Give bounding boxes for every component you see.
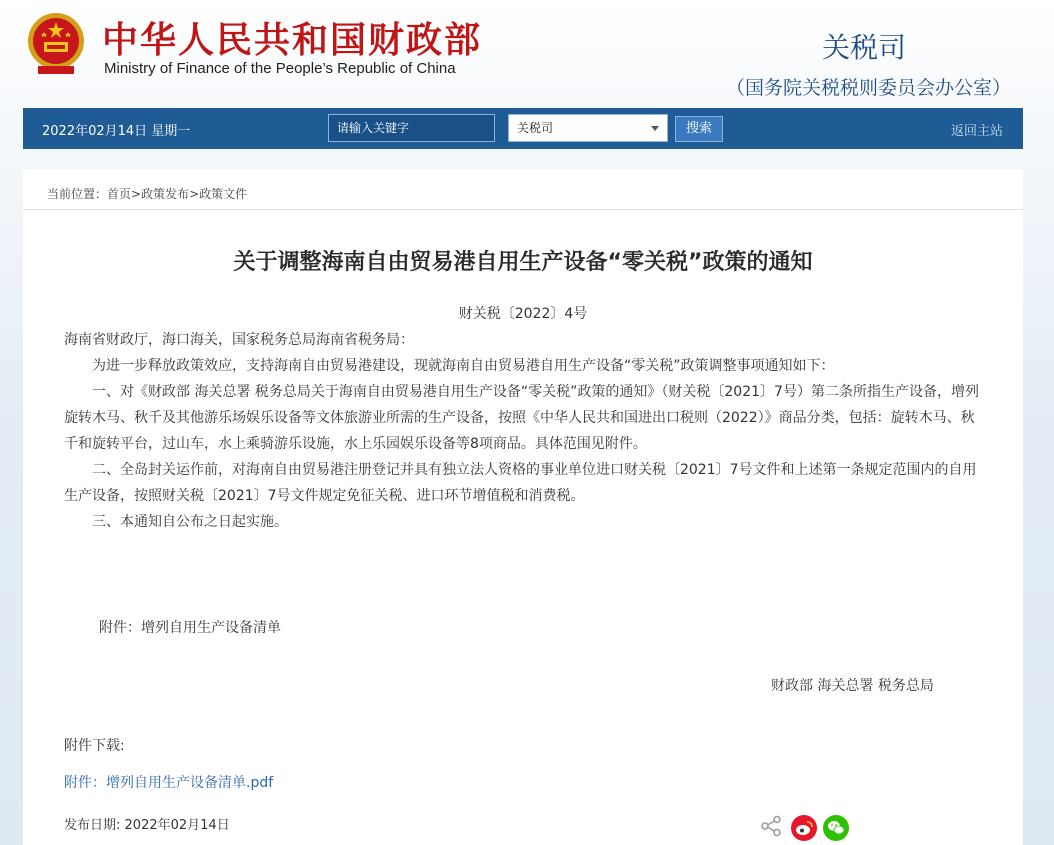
publish-date-label: 发布日期: bbox=[64, 818, 121, 833]
paragraph: 一、对《财政部 海关总署 税务总局关于海南自由贸易港自用生产设备“零关税”政策的通知》（财关税〔2021〕7号）第二条所指生产设备，增列旋转木马、秋千及其他游乐场娱乐设备等文体旅游业所需的生产设备，按照《中华人民共和国进出口税则（2022）》商品分类，包括：旋转木马、秋千和旋转平台，过山车，水上乘骑游乐设施，水上乐园娱乐设备等8项商品。具体范围见附件。 bbox=[64, 384, 979, 452]
chevron-down-icon bbox=[651, 126, 659, 131]
search-input[interactable] bbox=[328, 114, 495, 142]
breadcrumb-policy-documents[interactable]: 政策文件 bbox=[199, 187, 248, 201]
search-button[interactable]: 搜索 bbox=[675, 116, 723, 142]
department-name: 关税司 bbox=[822, 31, 907, 64]
signatory: 财政部 海关总署 税务总局 bbox=[771, 678, 934, 694]
weibo-icon[interactable] bbox=[791, 815, 817, 841]
wechat-icon[interactable] bbox=[823, 815, 849, 841]
breadcrumb-separator: > bbox=[189, 187, 200, 201]
paragraph: 为进一步释放政策效应，支持海南自由贸易港建设，现就海南自由贸易港自用生产设备“零关税”政策调整事项通知如下： bbox=[92, 358, 835, 374]
document-title: 关于调整海南自由贸易港自用生产设备“零关税”政策的通知 bbox=[233, 250, 813, 275]
breadcrumb-prefix: 当前位置： bbox=[47, 187, 108, 201]
publish-date bbox=[64, 814, 230, 833]
department-subtitle: （国务院关税税则委员会办公室） bbox=[726, 77, 1012, 99]
publish-date-value: 2022年02月14日 bbox=[124, 818, 230, 833]
search-scope-value: 关税司 bbox=[517, 121, 554, 135]
attachment-download-link[interactable]: 附件：增列自用生产设备清单.pdf bbox=[64, 775, 274, 791]
document-body bbox=[64, 327, 984, 535]
current-date: 2022年02月14日 星期一 bbox=[42, 124, 191, 139]
return-home-link[interactable]: 返回主站 bbox=[950, 124, 1003, 139]
breadcrumb-policy-release[interactable]: 政策发布 bbox=[141, 187, 190, 201]
site-header bbox=[0, 0, 1054, 108]
national-emblem-icon bbox=[24, 10, 88, 76]
document-number: 财关税〔2022〕4号 bbox=[458, 306, 588, 322]
addressee: 海南省财政厅，海口海关，国家税务总局海南省税务局： bbox=[64, 332, 414, 348]
breadcrumb-home[interactable]: 首页 bbox=[107, 187, 132, 201]
paragraph: 三、本通知自公布之日起实施。 bbox=[92, 514, 288, 530]
search-scope-select[interactable] bbox=[508, 114, 668, 142]
paragraph: 二、全岛封关运作前，对海南自由贸易港注册登记并具有独立法人资格的事业单位进口财关税〔2021〕7号文件和上述第一条规定范围内的自用生产设备，按照财关税〔2021〕7号文件规定免征关税、进口环节增值税和消费税。 bbox=[64, 462, 977, 504]
attachment-note: 附件：增列自用生产设备清单 bbox=[99, 620, 281, 636]
nav-bar bbox=[23, 108, 1023, 149]
site-title-cn: 中华人民共和国财政部 bbox=[102, 20, 483, 61]
article-panel bbox=[23, 169, 1023, 845]
download-label: 附件下载: bbox=[64, 738, 125, 754]
divider bbox=[23, 209, 1023, 210]
breadcrumb bbox=[47, 185, 247, 202]
share-icon[interactable] bbox=[760, 815, 782, 837]
site-title-en: Ministry of Finance of the People’s Republic of China bbox=[104, 60, 456, 77]
breadcrumb-separator: > bbox=[131, 187, 142, 201]
